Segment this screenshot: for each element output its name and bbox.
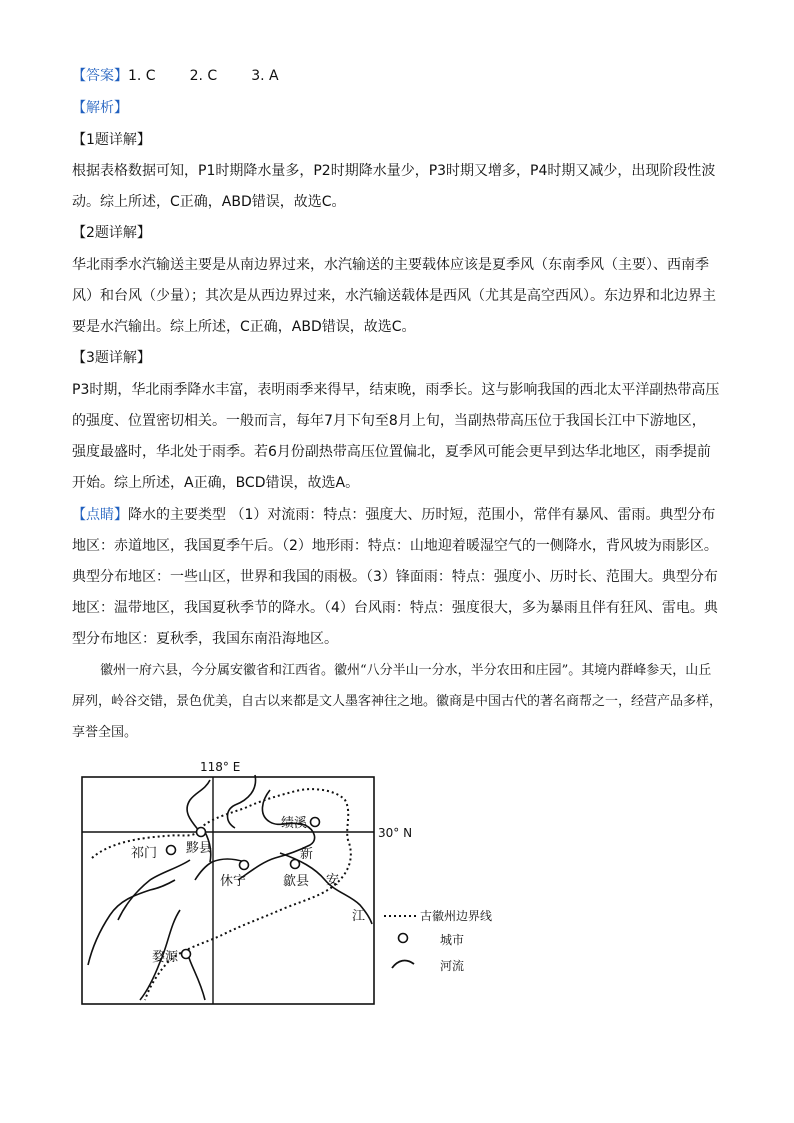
- city-label-wuyuan: 婺源: [152, 950, 179, 965]
- q3-line-1: P3时期，华北雨季降水丰富，表明雨季来得早，结束晚，雨季长。这与影响我国的西北太平洋副热带高压: [72, 382, 720, 398]
- answer-2: 2. C: [189, 68, 218, 84]
- tips-tag: 【点睛】: [72, 507, 128, 523]
- q3-line-3: 强度最盛时，华北处于雨季。若6月份副热带高压位置偏北，夏季风可能会更早到达华北地区，雨季提前: [72, 444, 711, 460]
- q2-title: 【2题详解】: [72, 225, 151, 241]
- q1-line-2: 动。综上所述，C正确，ABD错误，故选C。: [72, 194, 346, 210]
- lat-label: 30° N: [378, 826, 413, 840]
- q2-line-2: 风）和台风（少量）；其次是从西边界过来，水汽输送载体是西风（尤其是高空西风）。东边界和北边界主: [72, 288, 716, 304]
- tips-line-3: 典型分布地区：一些山区，世界和我国的雨极。（3）锋面雨：特点：强度小、历时长、范围大。典型分布: [72, 569, 718, 585]
- city-marker-qimen: [167, 846, 176, 855]
- map-legend: [384, 908, 492, 973]
- rivers: [88, 775, 372, 1000]
- q2-line-1: 华北雨季水汽输送主要是从南边界过来，水汽输送的主要载体应该是夏季风（东南季风（主要）、西南季: [72, 257, 709, 273]
- city-marker-yixian: [197, 828, 206, 837]
- city-markers: [167, 818, 320, 959]
- q1-line-1: 根据表格数据可知，P1时期降水量多，P2时期降水量少，P3时期又增多，P4时期又减少，出现阶段性波: [72, 163, 716, 179]
- q1-title: 【1题详解】: [72, 132, 151, 148]
- answer-tag: 【答案】: [72, 68, 128, 84]
- map-frame: [82, 777, 374, 1004]
- tips-first: 降水的主要类型 （1）对流雨：特点：强度大、历时短，范围小，常伴有暴风、雷雨。典型分布: [128, 507, 716, 523]
- city-label-qimen: 祁门: [131, 846, 158, 861]
- tips-line-2: 地区：赤道地区，我国夏季午后。（2）地形雨：特点：山地迎着暖湿空气的一侧降水，背风坡为雨影区。: [72, 538, 718, 554]
- passage-text: 徽州一府六县，今分属安徽省和江西省。徽州“八分半山一分水，半分农田和庄园”。其境内群峰参天，山丘屏列，岭谷交错，景色优美，自古以来都是文人墨客神往之地。徽商是中国古代的著名商帮之一，经营产品多样，享誉全国。: [72, 663, 723, 740]
- answer-line: [72, 66, 279, 86]
- answer-3: 3. A: [251, 68, 279, 84]
- river-label-jiang: 江: [352, 909, 366, 924]
- tips-line-5: 型分布地区：夏秋季，我国东南沿海地区。: [72, 631, 338, 647]
- city-label-xiuning: 休宁: [220, 874, 247, 889]
- q3-line-2: 的强度、位置密切相关。一般而言，每年7月下旬至8月上旬，当副热带高压位于我国长江中下游地区，: [72, 413, 706, 429]
- city-label-yixian: 黟县: [186, 841, 213, 856]
- q3-line-4: 开始。综上所述，A正确，BCD错误，故选A。: [72, 475, 360, 491]
- river-label-xin: 新: [300, 847, 314, 862]
- analysis-tag: 【解析】: [72, 100, 128, 116]
- city-marker-xiuning: [240, 861, 249, 870]
- city-marker-jixi: [311, 818, 320, 827]
- city-marker-wuyuan: [182, 950, 191, 959]
- boundary-line: [92, 789, 351, 1000]
- city-label-shexian: 歙县: [283, 874, 310, 889]
- city-marker-shexian: [291, 860, 300, 869]
- q3-title: 【3题详解】: [72, 350, 151, 366]
- q2-line-3: 要是水汽输出。综上所述，C正确，ABD错误，故选C。: [72, 319, 416, 335]
- legend-river-symbol: [392, 961, 414, 968]
- answer-1: 1. C: [128, 68, 156, 84]
- legend-city-label: 城市: [440, 933, 465, 947]
- tips-line-1: [72, 505, 715, 525]
- river-label-an: 安: [326, 873, 340, 888]
- lon-label: 118° E: [200, 760, 241, 774]
- legend-river-label: 河流: [440, 959, 465, 973]
- city-label-jixi: 绩溪: [281, 816, 308, 831]
- tips-line-4: 地区：温带地区，我国夏秋季节的降水。（4）台风雨：特点：强度很大，多为暴雨且伴有狂风、雷电。典: [72, 600, 718, 616]
- passage-paragraph: [72, 655, 722, 748]
- legend-boundary-label: 古徽州边界线: [420, 909, 493, 923]
- legend-city-symbol: [399, 934, 408, 943]
